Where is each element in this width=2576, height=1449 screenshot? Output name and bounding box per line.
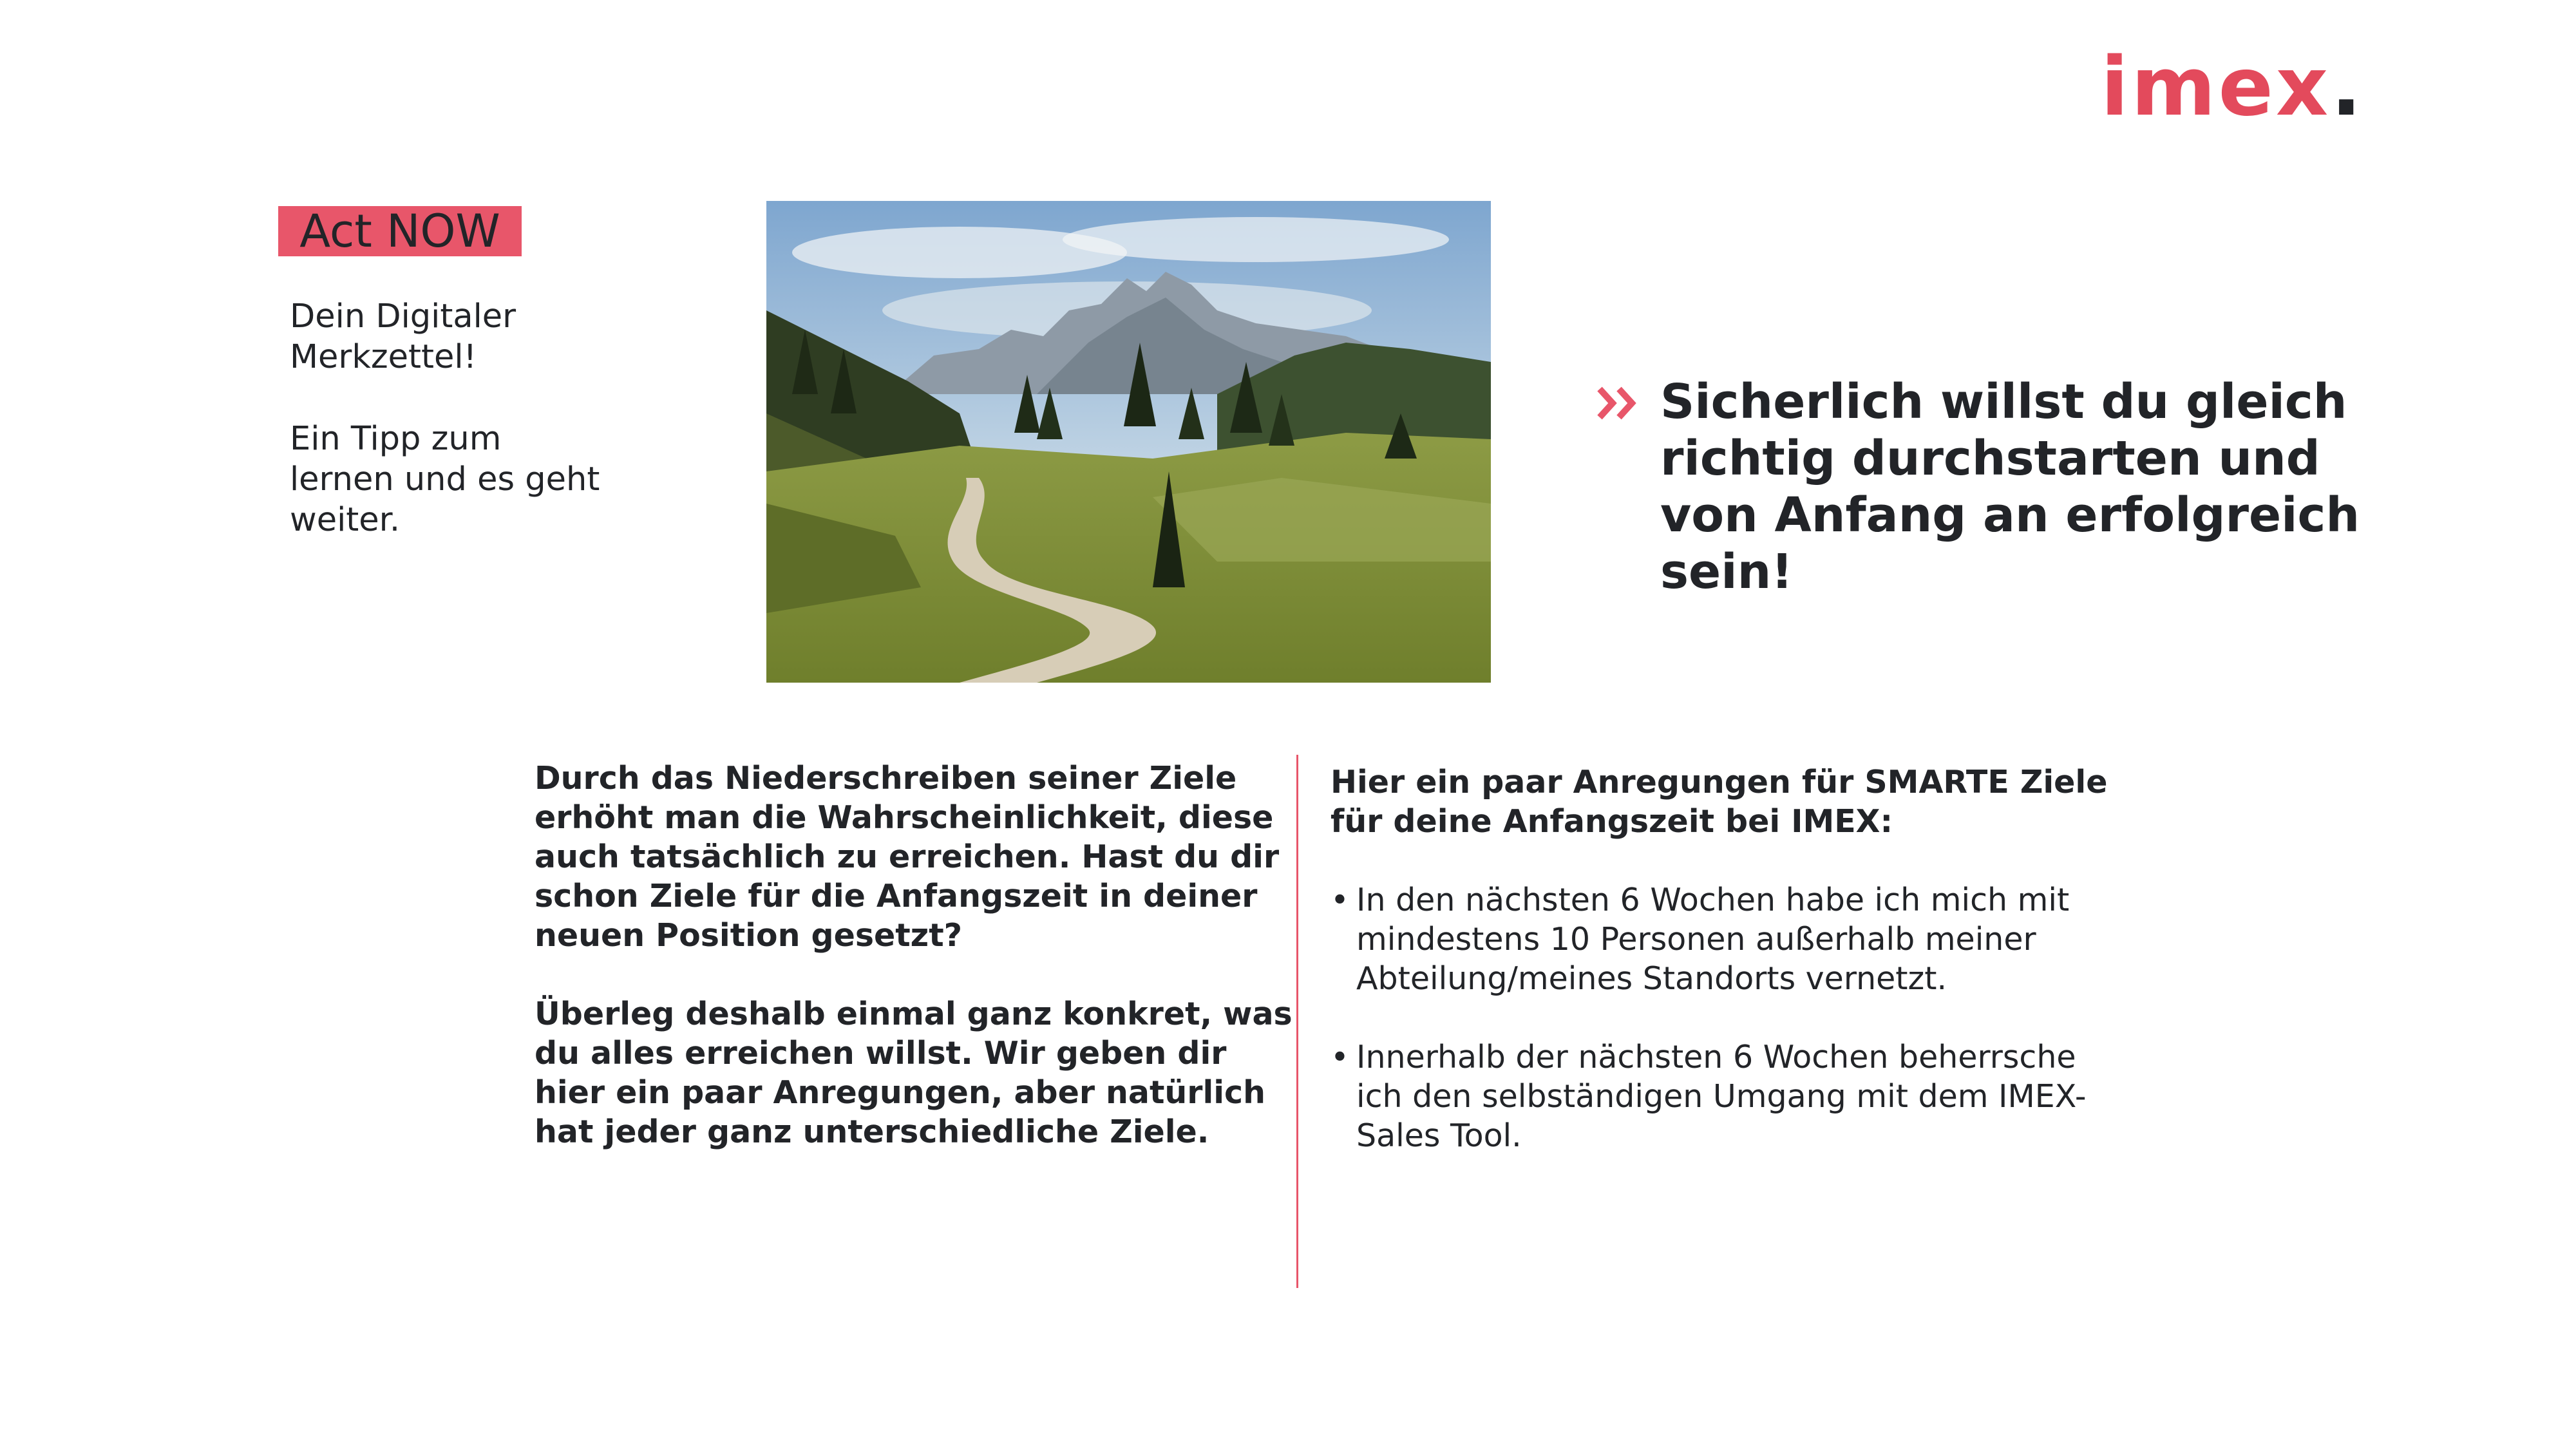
left-paragraph-2: Überleg deshalb einmal ganz konkret, was du alles erreichen willst. Wir geben dir hier ein paar Anregungen, aber natürlich hat jeder ganz unterschiedliche Ziele. [535,996,1293,1150]
act-now-badge: Act NOW [278,206,522,256]
intro-line-2: Ein Tipp zum lernen und es geht weiter. [290,420,600,539]
mountain-photo [766,201,1491,683]
intro-line-1: Dein Digitaler Merkzettel! [290,298,516,376]
left-text-column [535,759,1294,1191]
double-chevron-right-icon [1596,385,1641,421]
bullet-text-2: Innerhalb der nächsten 6 Wochen beherrsche ich den selbständigen Umgang mit dem IMEX-Sales Tool. [1356,1039,2087,1154]
right-text-column [1331,762,2116,1195]
left-paragraph-1: Durch das Niederschreiben seiner Ziele erhöht man die Wahrscheinlichkeit, diese auch tatsächlich zu erreichen. Hast du dir schon Ziele für die Anfangszeit in deiner neuen Position gesetzt? [535,760,1280,954]
list-item [1331,1037,2116,1155]
logo-dot: . [2331,39,2365,134]
logo-text: imex [2101,39,2331,134]
bullet-icon: • [1331,882,1349,918]
column-divider [1296,755,1298,1288]
list-item [1331,880,2116,998]
mountain-landscape-image [766,201,1491,683]
smart-goals-list [1331,880,2116,1155]
bullet-icon: • [1331,1039,1349,1075]
bullet-text-1: In den nächsten 6 Wochen habe ich mich mit mindestens 10 Personen außerhalb meiner Abteilung/meines Standorts vernetzt. [1356,882,2070,997]
headline: Sicherlich willst du gleich richtig durchstarten und von Anfang an erfolgreich sein! [1660,374,2360,600]
intro-text [290,296,612,582]
smart-goals-heading: Hier ein paar Anregungen für SMARTE Ziele für deine Anfangszeit bei IMEX: [1331,764,2108,840]
imex-logo [2101,39,2365,134]
